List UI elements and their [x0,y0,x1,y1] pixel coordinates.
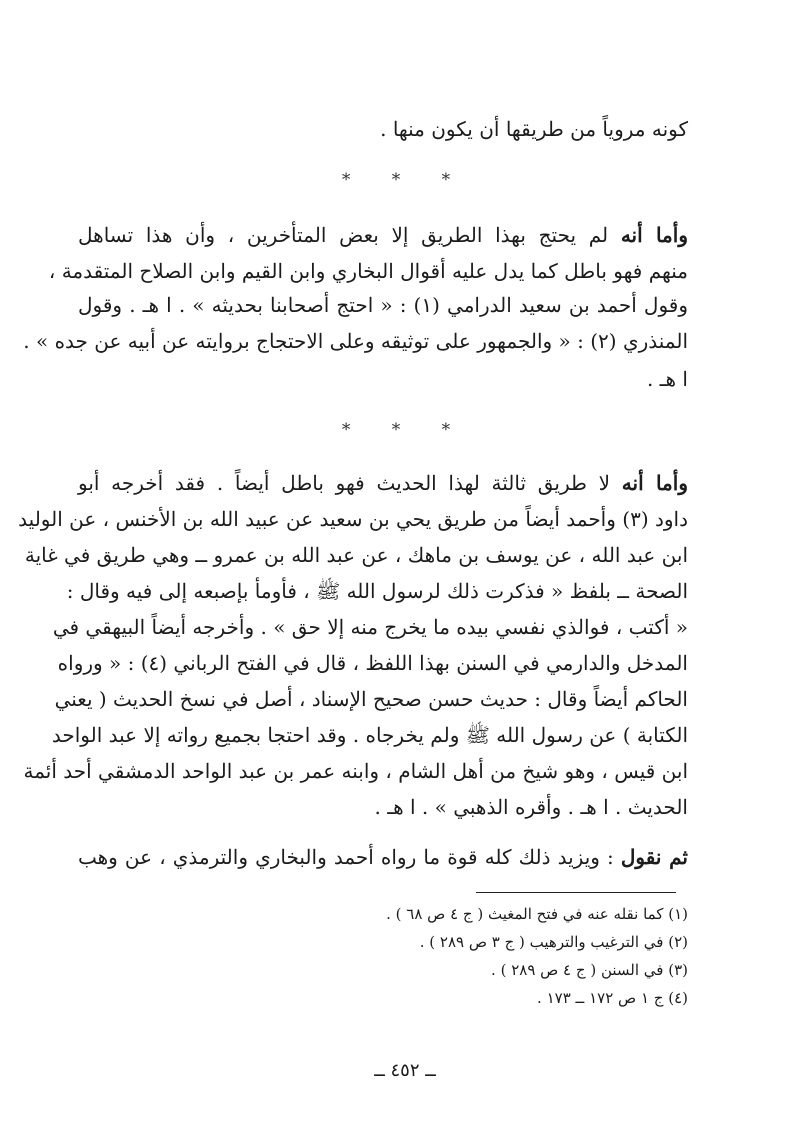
text-line-4 [78,290,688,320]
footnote-rule [476,892,676,893]
line-text: لم يحتج بهذا الطريق إلا بعض المتأخرين ، وأن هذا تساهل [78,223,621,247]
page-number: ــ ٤٥٢ ــ [374,1060,436,1081]
text-line-11 [52,612,688,642]
text-line-9 [24,540,688,570]
footnote-1: (١) كما نقله عنه في فتح المغيث ( ج ٤ ص ٦٨ ) . [386,905,688,923]
line-text: منهم فهو باطل كما يدل عليه أقوال البخاري وابن القيم وابن الصلاح المتقدمة ، [48,259,688,283]
line-text: المنذري (٢) : « والجمهور على توثيقه وعلى الاحتجاج بروايته عن أبيه عن جده » . [23,329,688,353]
text-line-15 [23,756,688,786]
line-text: كونه مروياً من طريقها أن يكون منها . [380,117,688,141]
line-text: وقول أحمد بن سعيد الدرامي (١) : « احتج أصحابنا بحديثه » . ا هـ . وقول [78,293,688,317]
footnote-2: (٢) في الترغيب والترهيب ( ج ٣ ص ٢٨٩ ) . [419,933,688,951]
footnote-4: (٤) ج ١ ص ١٧٢ ــ ١٧٣ . [537,989,688,1007]
text-line-3 [48,256,688,286]
text-line-7 [78,468,688,498]
text-line-5 [23,326,688,356]
line-text: ابن قيس ، وهو شيخ من أهل الشام ، وابنه عمر بن عبد الواحد الدمشقي أحد أئمة [23,759,688,783]
text-line-1 [78,114,688,144]
text-line-16 [78,792,688,822]
line-lead: ثم نقول [620,845,688,869]
line-text: لا طريق ثالثة لهذا الحديث فهو باطل أيضاً . فقد أخرجه أبو [78,471,622,495]
line-lead: وأما أنه [621,471,688,495]
text-line-10 [66,576,688,606]
line-text: الصحة ــ بلفظ « فذكرت ذلك لرسول الله ﷺ ، فأومأ بإصبعه إلى فيه وقال : [66,579,688,603]
line-lead: وأما أنه [620,223,688,247]
text-line-12 [57,648,688,678]
line-text: ا هـ . [646,367,688,391]
line-text: المدخل والدارمي في السنن بهذا اللفظ ، قال في الفتح الرباني (٤) : « ورواه [57,651,688,675]
line-text: الحديث . ا هـ . وأقره الذهبي » . ا هـ . [374,795,688,819]
text-line-13 [54,684,688,714]
line-text: الحاكم أيضاً وقال : حديث حسن صحيح الإسناد ، أصل في نسخ الحديث ( يعني [54,687,688,711]
text-line-2 [78,220,688,250]
section-separator-1: * * * [341,170,469,190]
line-text: داود (٣) وأحمد أيضاً من طريق يحي بن سعيد عن عبيد الله بن الأخنس ، عن الوليد [18,507,688,531]
line-text: الكتابة ) عن رسول الله ﷺ ولم يخرجاه . وقد احتجا بجميع رواته إلا عبد الواحد [51,723,688,747]
section-separator-2: * * * [341,420,469,440]
text-line-17 [78,842,688,872]
text-line-8 [18,504,688,534]
text-line-14 [51,720,688,750]
line-text: « أكتب ، فوالذي نفسي بيده ما يخرج منه إلا حق » . وأخرجه أيضاً البيهقي في [52,615,688,639]
text-line-6 [78,364,688,394]
footnote-3: (٣) في السنن ( ج ٤ ص ٢٨٩ ) . [491,961,688,979]
line-text: : ويزيد ذلك كله قوة ما رواه أحمد والبخاري والترمذي ، عن وهب [78,845,621,869]
line-text: ابن عبد الله ، عن يوسف بن ماهك ، عن عبد الله بن عمرو ــ وهي طريق في غاية [24,543,688,567]
